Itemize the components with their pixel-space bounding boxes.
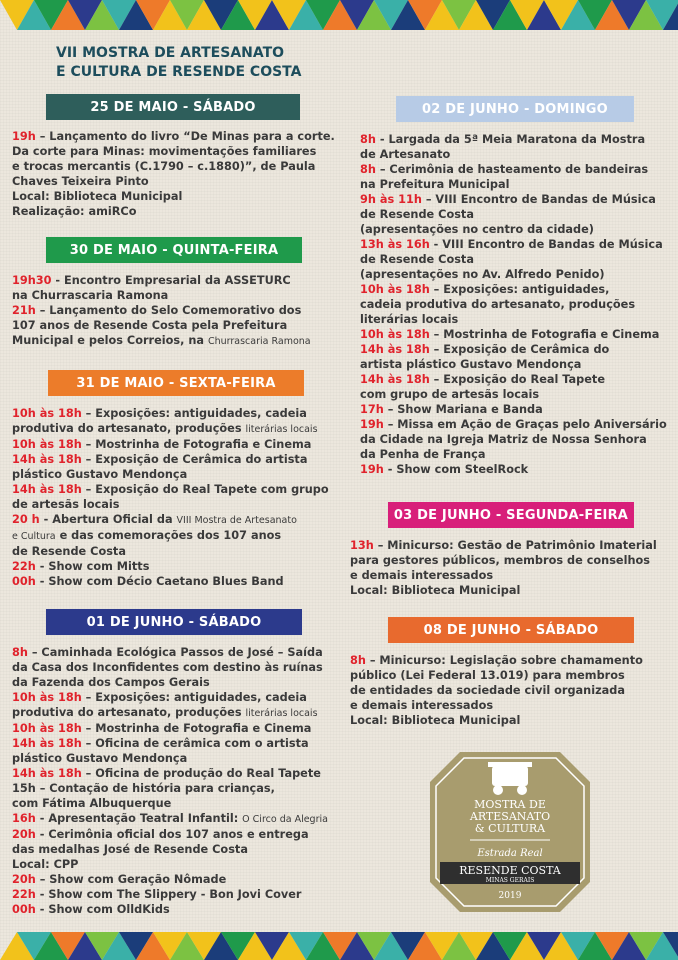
event-time: 14h às 18h — [12, 483, 82, 496]
event-line — [12, 497, 332, 512]
event-text: - Encontro Empresarial da ASSETURC — [51, 274, 291, 287]
event-line — [12, 721, 332, 736]
event-text: de Resende Costa — [360, 253, 474, 266]
event-time: 10h às 18h — [12, 407, 82, 420]
event-time: 19h — [12, 130, 36, 143]
event-text: plástico Gustavo Mendonça — [12, 752, 188, 765]
event-text: – Show com Geração Nômade — [35, 873, 227, 886]
event-line — [350, 698, 678, 713]
event-line — [12, 467, 332, 482]
event-text: público (Lei Federal 13.019) para membros — [350, 669, 625, 682]
event-line — [12, 452, 332, 467]
event-line — [350, 668, 678, 683]
event-text: – Lançamento do livro “De Minas para a corte. — [35, 130, 335, 143]
event-line — [12, 574, 332, 589]
event-text: – VIII Encontro de Bandas de Música — [421, 193, 656, 206]
event-text: Local: CPP — [12, 858, 79, 871]
event-line — [12, 902, 332, 917]
event-line — [12, 842, 332, 857]
event-time: 22h — [12, 888, 36, 901]
event-line — [360, 357, 678, 372]
event-text: – Exposições: antiguidades, — [429, 283, 610, 296]
event-line — [12, 781, 332, 796]
event-small-text: Churrascaria Ramona — [207, 336, 311, 347]
event-small-text: VIII Mostra de Artesanato — [176, 515, 297, 526]
event-line — [12, 811, 332, 827]
event-text: – Exposição do Real Tapete — [429, 373, 605, 386]
event-time: 8h — [360, 163, 376, 176]
event-text: - Show com SteelRock — [383, 463, 529, 476]
events-08-junho — [350, 653, 678, 728]
day-banner-31-maio: 31 DE MAIO - SEXTA-FEIRA — [48, 370, 304, 396]
event-time: 8h — [360, 133, 376, 146]
event-line — [360, 342, 678, 357]
event-line — [360, 132, 678, 147]
event-line — [12, 872, 332, 887]
event-line — [12, 303, 332, 318]
section-25-maio — [12, 94, 335, 219]
title-line-2: E CULTURA DE RESENDE COSTA — [56, 64, 302, 80]
event-line — [12, 421, 332, 437]
event-text: e demais interessados — [350, 569, 494, 582]
event-text: – Exposição de Cerâmica do artista — [81, 453, 308, 466]
event-line — [12, 690, 332, 705]
event-line — [12, 159, 332, 174]
event-time: 19h — [360, 463, 384, 476]
event-line — [12, 174, 332, 189]
emblem-line-2: ARTESANATO — [469, 810, 551, 823]
event-line — [12, 512, 332, 528]
event-small-text: e Cultura — [12, 531, 56, 542]
event-line — [12, 766, 332, 781]
event-text: Local: Biblioteca Municipal — [350, 714, 521, 727]
event-text: – Exposições: antiguidades, cadeia — [81, 691, 307, 704]
event-text: - Show com Mitts — [35, 560, 150, 573]
event-line — [12, 736, 332, 751]
event-time: 14h às 18h — [12, 767, 82, 780]
section-31-maio — [12, 370, 332, 589]
event-text: na Churrascaria Ramona — [12, 289, 169, 302]
event-text: Da corte para Minas: movimentações familiares — [12, 145, 317, 158]
event-time: 8h — [350, 654, 366, 667]
event-line — [350, 713, 678, 728]
event-line — [12, 333, 332, 349]
event-text-cont: e das comemorações dos 107 anos — [55, 529, 282, 542]
event-line — [12, 660, 332, 675]
event-text: - VIII Encontro de Bandas de Música — [429, 238, 663, 251]
event-text: da Penha de França — [360, 448, 486, 461]
event-text: - Abertura Oficial da — [39, 513, 177, 526]
event-text: literárias locais — [360, 313, 459, 326]
day-banner-01-junho: 01 DE JUNHO - SÁBADO — [46, 609, 302, 635]
event-line — [360, 207, 678, 222]
event-text: – Caminhada Ecológica Passos de José – Saída — [27, 646, 323, 659]
event-text: – Exposição de Cerâmica do — [429, 343, 610, 356]
event-text: (apresentações no centro da cidade) — [360, 223, 594, 236]
event-text: produtiva do artesanato, produções — [12, 422, 246, 435]
event-line — [350, 683, 678, 698]
event-line — [12, 318, 332, 333]
event-time: 10h às 18h — [360, 283, 430, 296]
event-line — [12, 796, 332, 811]
event-time: 00h — [12, 575, 36, 588]
event-time: 14h às 18h — [12, 737, 82, 750]
event-line — [12, 129, 335, 144]
event-line — [360, 462, 678, 477]
event-line — [360, 147, 678, 162]
event-text: da Cidade na Igreja Matriz de Nossa Senhora — [360, 433, 647, 446]
event-line — [360, 312, 678, 327]
event-time: 10h às 18h — [12, 438, 82, 451]
event-text: de Resende Costa — [360, 208, 474, 221]
section-08-junho — [350, 617, 678, 728]
event-time: 13h às 16h — [360, 238, 430, 251]
day-banner-02-junho: 02 DE JUNHO - DOMINGO — [396, 96, 634, 122]
title-line-1: VII MOSTRA DE ARTESANATO — [56, 45, 285, 61]
event-line — [12, 675, 332, 690]
event-small-text: literárias locais — [245, 708, 318, 719]
section-02-junho — [360, 96, 678, 477]
event-text: – Oficina de produção do Real Tapete — [81, 767, 321, 780]
event-line — [360, 327, 678, 342]
event-line — [360, 162, 678, 177]
event-text: na Prefeitura Municipal — [360, 178, 510, 191]
event-time: 8h — [12, 646, 28, 659]
event-line — [12, 437, 332, 452]
event-text: plástico Gustavo Mendonça — [12, 468, 188, 481]
events-31-maio — [12, 406, 332, 589]
event-line — [12, 857, 332, 872]
event-text: Local: Biblioteca Municipal — [12, 190, 183, 203]
event-text: – Minicurso: Gestão de Patrimônio Imaterial — [373, 539, 657, 552]
day-banner-25-maio: 25 DE MAIO - SÁBADO — [46, 94, 300, 120]
event-text: – Mostrinha de Fotografia e Cinema — [81, 722, 312, 735]
event-text: da Casa dos Inconfidentes com destino às ruínas — [12, 661, 323, 674]
events-03-junho — [350, 538, 678, 598]
event-text: – Missa em Ação de Graças pelo Aniversário — [383, 418, 667, 431]
event-text: para gestores públicos, membros de conselhos — [350, 554, 650, 567]
event-text: de Resende Costa — [12, 545, 126, 558]
section-30-maio — [12, 237, 332, 349]
emblem-line-1: MOSTRA DE — [474, 798, 546, 811]
event-text: produtiva do artesanato, produções — [12, 706, 246, 719]
event-time: 10h às 18h — [12, 722, 82, 735]
event-text: Chaves Teixeira Pinto — [12, 175, 149, 188]
event-line — [12, 189, 332, 204]
event-text: (apresentações no Av. Alfredo Penido) — [360, 268, 605, 281]
event-text: Municipal e pelos Correios, na — [12, 334, 208, 347]
event-line — [350, 583, 678, 598]
event-text: Local: Biblioteca Municipal — [350, 584, 521, 597]
event-text: das medalhas José de Resende Costa — [12, 843, 248, 856]
event-text: - Largada da 5ª Meia Maratona da Mostra — [375, 133, 646, 146]
event-line — [12, 827, 332, 842]
event-text: e trocas mercantis (C.1790 – c.1880)”, de Paula — [12, 160, 316, 173]
event-time: 16h — [12, 812, 36, 825]
event-line — [360, 417, 678, 432]
event-line — [12, 273, 332, 288]
day-banner-08-junho: 08 DE JUNHO - SÁBADO — [388, 617, 634, 643]
event-text: - Apresentação Teatral Infantil: — [35, 812, 243, 825]
event-line — [360, 282, 678, 297]
emblem-script: Estrada Real — [477, 848, 543, 859]
event-time: 10h às 18h — [360, 328, 430, 341]
event-time: 21h — [12, 304, 36, 317]
event-line — [12, 406, 332, 421]
event-time: 14h às 18h — [360, 343, 430, 356]
event-text: – Minicurso: Legislação sobre chamamento — [365, 654, 643, 667]
day-banner-03-junho: 03 DE JUNHO - SEGUNDA-FEIRA — [388, 502, 634, 528]
event-text: - Show com Décio Caetano Blues Band — [35, 575, 284, 588]
event-line — [12, 705, 332, 721]
event-text: artista plástico Gustavo Mendonça — [360, 358, 582, 371]
section-03-junho — [350, 502, 678, 598]
event-text: - Show com OlldKids — [35, 903, 170, 916]
event-small-text: O Circo da Alegria — [242, 814, 328, 825]
event-small-text: literárias locais — [245, 424, 318, 435]
events-25-maio — [12, 129, 335, 219]
event-line — [360, 252, 678, 267]
event-time: 14h às 18h — [360, 373, 430, 386]
event-time: 20h — [12, 873, 36, 886]
event-time: 17h — [360, 403, 384, 416]
event-line — [360, 447, 678, 462]
event-time: 20h — [12, 828, 36, 841]
event-time: 13h — [350, 539, 374, 552]
section-01-junho — [12, 609, 332, 917]
event-line — [12, 544, 332, 559]
event-line — [12, 288, 332, 303]
event-text: – Lançamento do Selo Comemorativo dos — [35, 304, 302, 317]
events-01-junho — [12, 645, 332, 917]
event-text: de entidades da sociedade civil organizada — [350, 684, 625, 697]
event-time: 00h — [12, 903, 36, 916]
event-text: de Artesanato — [360, 148, 451, 161]
event-text: e demais interessados — [350, 699, 494, 712]
event-line — [12, 528, 332, 544]
event-line — [350, 538, 678, 553]
event-time: 19h — [360, 418, 384, 431]
event-time: 14h às 18h — [12, 453, 82, 466]
events-30-maio — [12, 273, 332, 349]
event-line — [360, 402, 678, 417]
event-time: 20 h — [12, 513, 40, 526]
event-line — [12, 751, 332, 766]
event-text: - Cerimônia oficial dos 107 anos e entrega — [35, 828, 309, 841]
event-text: com grupo de artesãs locais — [360, 388, 540, 401]
event-line — [350, 553, 678, 568]
event-line — [12, 144, 332, 159]
bottom-pattern-border — [0, 932, 678, 960]
event-text: cadeia produtiva do artesanato, produções — [360, 298, 636, 311]
event-line — [360, 222, 678, 237]
event-time: 9h às 11h — [360, 193, 422, 206]
top-pattern-border — [0, 0, 678, 30]
event-text: 107 anos de Resende Costa pela Prefeitura — [12, 319, 288, 332]
day-banner-30-maio: 30 DE MAIO - QUINTA-FEIRA — [46, 237, 302, 263]
event-text: Realização: amiRCo — [12, 205, 137, 218]
event-text: – Exposição do Real Tapete com grupo — [81, 483, 329, 496]
event-text: – Cerimônia de hasteamento de bandeiras — [375, 163, 649, 176]
event-line — [360, 387, 678, 402]
event-line — [12, 645, 332, 660]
emblem-year: 2019 — [498, 891, 522, 901]
event-time: 19h30 — [12, 274, 52, 287]
event-text: – Exposições: antiguidades, cadeia — [81, 407, 307, 420]
emblem-state: MINAS GERAIS — [485, 877, 535, 884]
event-line — [12, 482, 332, 497]
event-line — [12, 887, 332, 902]
event-line — [350, 568, 678, 583]
event-text: – Mostrinha de Fotografia e Cinema — [429, 328, 660, 341]
event-text: - Show com The Slippery - Bon Jovi Cover — [35, 888, 302, 901]
events-02-junho — [360, 132, 678, 477]
event-line — [12, 204, 332, 219]
event-text: – Oficina de cerâmica com o artista — [81, 737, 309, 750]
event-text: com Fátima Albuquerque — [12, 797, 172, 810]
event-time: 22h — [12, 560, 36, 573]
event-line — [12, 559, 332, 574]
event-line — [360, 192, 678, 207]
emblem-city: RESENDE COSTA — [459, 864, 561, 877]
event-line — [360, 297, 678, 312]
event-time: 10h às 18h — [12, 691, 82, 704]
event-line — [360, 237, 678, 252]
event-text: de artesãs locais — [12, 498, 120, 511]
event-line — [360, 177, 678, 192]
event-text: – Mostrinha de Fotografia e Cinema — [81, 438, 312, 451]
event-line — [350, 653, 678, 668]
page-title — [56, 44, 301, 82]
event-line — [360, 372, 678, 387]
event-text: da Fazenda dos Campos Gerais — [12, 676, 210, 689]
mostra-emblem-logo — [430, 752, 590, 912]
event-text: – Show Mariana e Banda — [383, 403, 543, 416]
emblem-line-3: & CULTURA — [474, 822, 546, 835]
event-line — [360, 432, 678, 447]
event-text: 15h – Contação de história para crianças, — [12, 782, 275, 795]
event-line — [360, 267, 678, 282]
